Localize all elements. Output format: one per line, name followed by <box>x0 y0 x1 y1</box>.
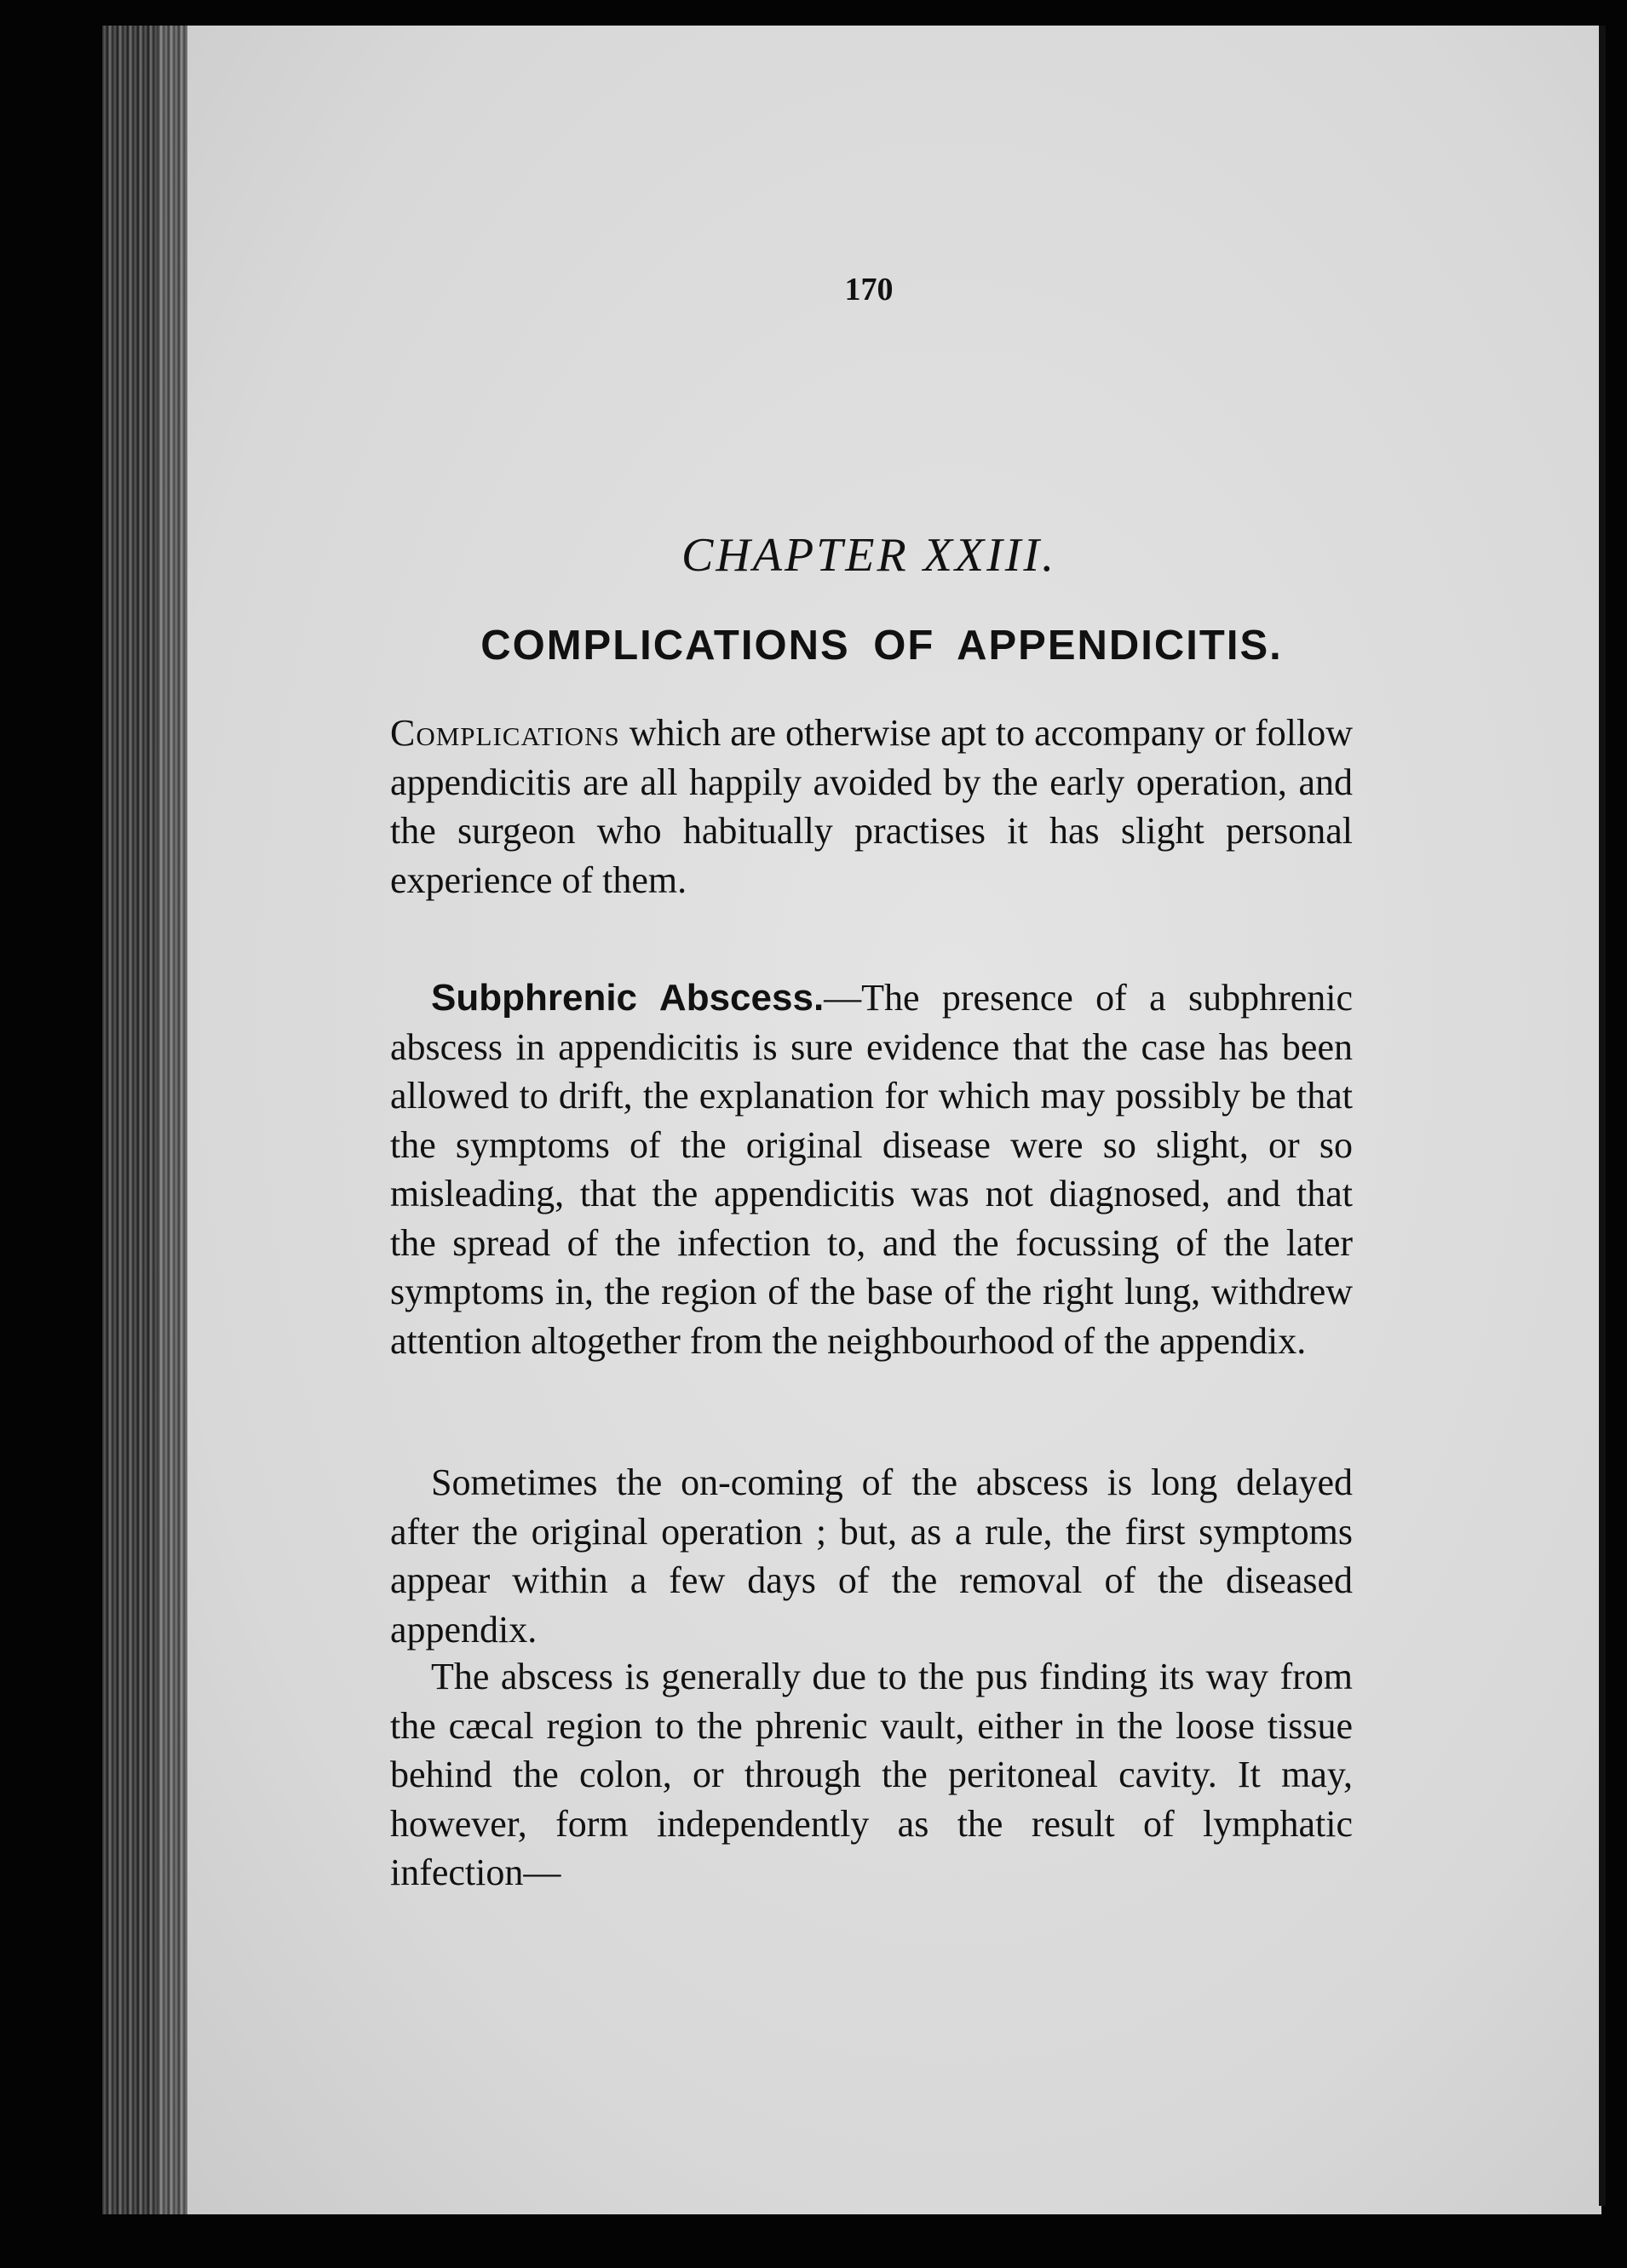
paragraph-subphrenic-abscess <box>390 973 1353 1365</box>
page-number: 170 <box>844 272 894 307</box>
book-spine-edge <box>102 26 187 2231</box>
page-right-edge <box>1599 26 1606 2206</box>
paragraph-complications-intro <box>390 709 1353 904</box>
section-heading-run-in: Subphrenic Abscess. <box>431 977 825 1019</box>
paragraph-abscess-cause <box>390 1652 1353 1898</box>
paragraph-text: —The presence of a subphrenic abscess in appendicitis is sure evidence that the case has been allowed to drift, the explanation for which may possibly be that the symptoms of the original disease were so slight, or so misleading, that the appendicitis was not diagnosed, and that the spread of the infection to, and the focussing of the later symptoms in, the region of the base of the right lung, withdrew attention altogether from the neighbourhood of the appendix. <box>390 977 1353 1362</box>
paragraph-text: The abscess is generally due to the pus finding its way from the cæcal region to the phrenic vault, either in the loose tissue behind the colon, or through the peritoneal cavity. It may, however, form independently as the result of lymphatic infection— <box>390 1656 1353 1893</box>
chapter-label: CHAPTER XXIII. <box>681 529 1057 582</box>
page-bottom-edge <box>0 2214 1627 2268</box>
paragraph-lead-small-caps: Complications <box>390 712 620 754</box>
paragraph-text: Sometimes the on-coming of the abscess is long delayed after the original operation ; but, as a rule, the first symptoms appear within a few days of the removal of the diseased appendix. <box>390 1461 1353 1651</box>
chapter-title: COMPLICATIONS OF APPENDICITIS. <box>480 623 1283 669</box>
paragraph-oncoming-delay <box>390 1458 1353 1654</box>
paragraph-text: which are otherwise apt to accompany or follow appendicitis are all happily avoided by the early operation, and the surgeon who habitually practises it has slight personal experience of them. <box>390 712 1353 901</box>
